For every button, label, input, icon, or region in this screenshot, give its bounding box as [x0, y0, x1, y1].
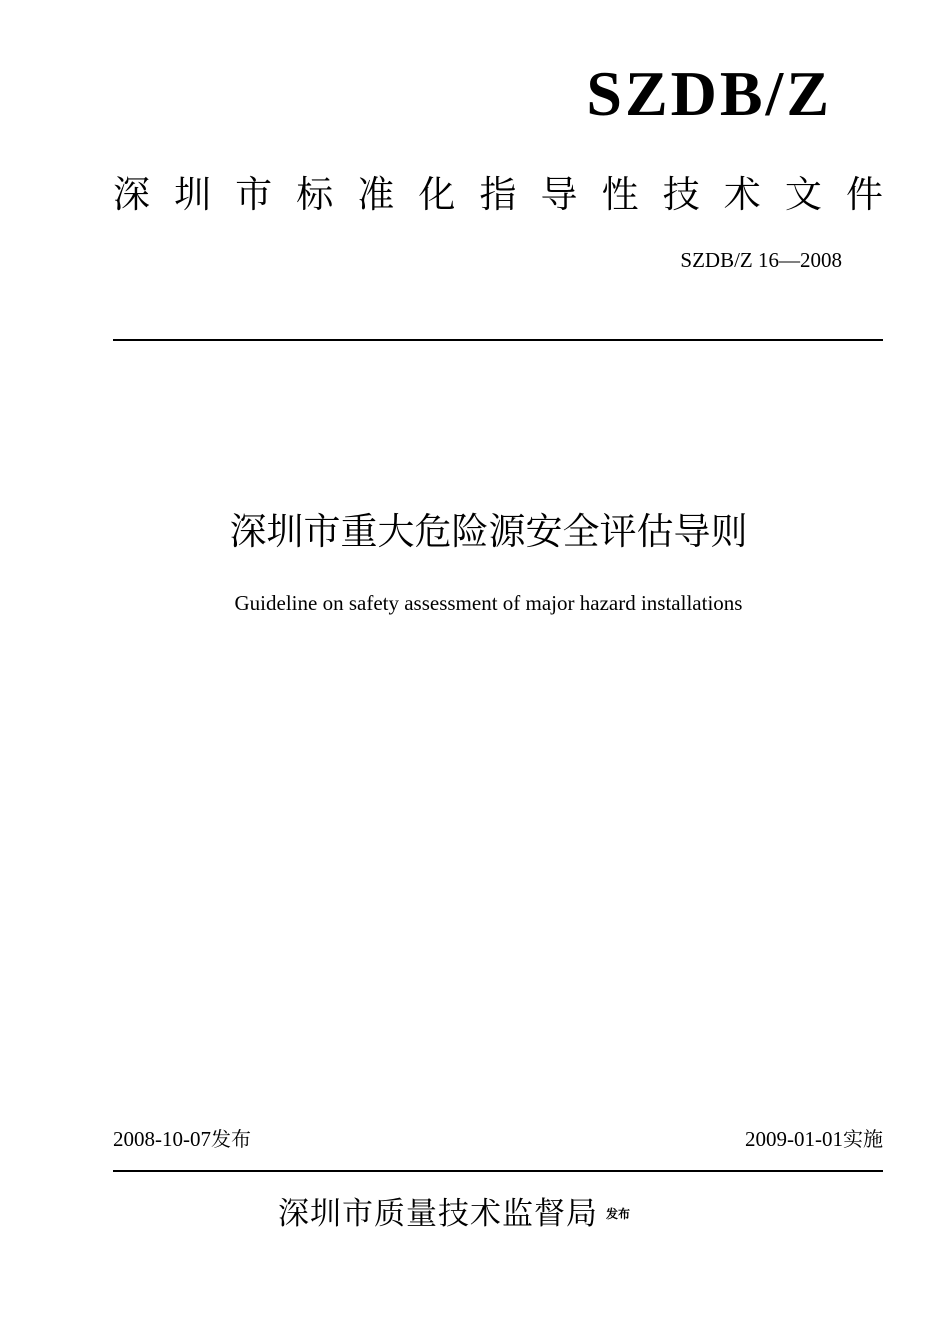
- document-type-heading: [113, 173, 883, 216]
- doc-type-char: 性: [601, 173, 639, 216]
- document-title-english: Guideline on safety assessment of major hazard installations: [234, 591, 743, 615]
- doc-type-char: 件: [845, 173, 883, 216]
- release-date: 2008-10-07: [113, 1127, 211, 1151]
- bottom-divider: [113, 1170, 883, 1172]
- doc-type-char: 深: [113, 173, 150, 216]
- doc-type-char: 市: [235, 173, 273, 216]
- effective-date-block: [745, 1123, 883, 1152]
- doc-type-char: 文: [784, 173, 822, 216]
- effective-date: 2009-01-01: [745, 1127, 843, 1151]
- effective-label: 实施: [843, 1127, 883, 1151]
- top-divider: [113, 339, 883, 341]
- doc-type-char: 准: [357, 173, 395, 216]
- doc-type-char: 圳: [174, 173, 212, 216]
- doc-type-char: 术: [723, 173, 761, 216]
- document-number: SZDB/Z 16—2008: [680, 248, 842, 272]
- doc-type-char: 标: [296, 173, 334, 216]
- release-date-block: [113, 1123, 251, 1152]
- doc-type-char: 指: [479, 173, 517, 216]
- issuer-line: [278, 1188, 630, 1233]
- release-label: 发布: [211, 1127, 251, 1151]
- document-title-chinese: 深圳市重大危险源安全评估导则: [229, 510, 748, 553]
- issuer-suffix: 发布: [606, 1206, 631, 1221]
- standard-code-mark: SZDB/Z: [586, 58, 832, 129]
- doc-type-char: 导: [540, 173, 578, 216]
- issuing-authority: 深圳市质量技术监督局: [278, 1196, 598, 1232]
- doc-type-char: 技: [662, 173, 700, 216]
- doc-type-char: 化: [418, 173, 456, 216]
- date-row: [113, 1123, 883, 1152]
